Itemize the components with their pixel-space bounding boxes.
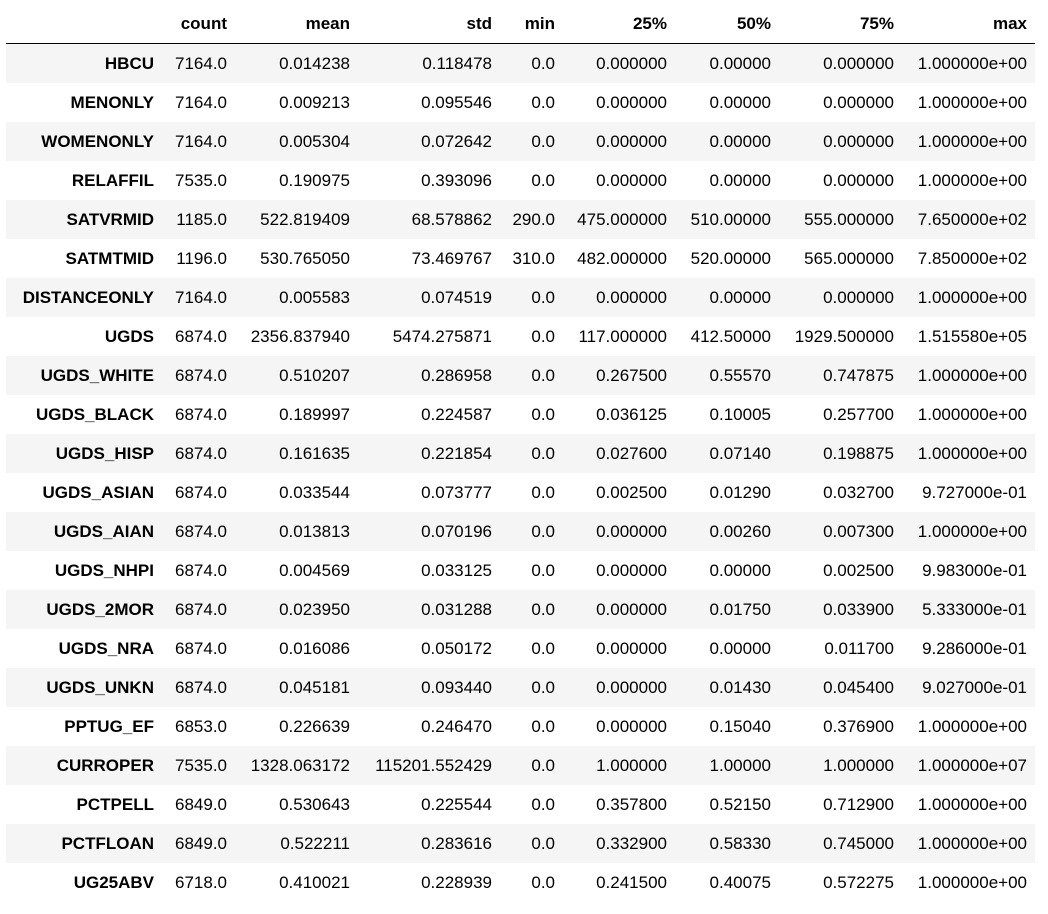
column-header-index <box>6 4 162 44</box>
cell-q50: 0.40075 <box>709 872 771 892</box>
cell-q75: 0.002500 <box>823 560 894 580</box>
cell-max: 1.000000e+00 <box>917 716 1027 736</box>
row-label: UGDS_AIAN <box>53 521 154 541</box>
cell-mean: 0.013813 <box>279 521 350 541</box>
cell-q50: 0.01750 <box>709 599 771 619</box>
cell-std: 115201.552429 <box>375 755 492 775</box>
cell-std: 5474.275871 <box>392 326 492 346</box>
row-label: SATMTMID <box>65 248 154 268</box>
cell-min: 310.0 <box>512 248 555 268</box>
cell-max: 9.983000e-01 <box>922 560 1027 580</box>
table-row <box>6 161 1035 200</box>
row-label: DISTANCEONLY <box>22 287 154 307</box>
row-label: PPTUG_EF <box>64 716 154 736</box>
cell-q25: 0.000000 <box>596 638 667 658</box>
cell-std: 0.228939 <box>421 872 492 892</box>
cell-q50: 0.00260 <box>709 521 771 541</box>
cell-count: 6849.0 <box>175 833 227 853</box>
cell-count: 1196.0 <box>176 248 227 268</box>
cell-min: 0.0 <box>531 794 555 814</box>
cell-q75: 1929.500000 <box>794 326 894 346</box>
cell-q25: 0.027600 <box>596 443 667 463</box>
row-label: UGDS <box>104 326 154 346</box>
cell-q75: 0.572275 <box>823 872 894 892</box>
table-row <box>6 395 1035 434</box>
cell-max: 1.515580e+05 <box>917 326 1027 346</box>
cell-q50: 0.01290 <box>709 482 771 502</box>
row-label: CURROPER <box>56 755 154 775</box>
column-header-min: min <box>500 4 563 44</box>
cell-max: 7.650000e+02 <box>917 209 1027 229</box>
cell-mean: 0.045181 <box>279 677 350 697</box>
cell-q25: 0.000000 <box>596 131 667 151</box>
row-label: UGDS_NHPI <box>54 560 154 580</box>
cell-q25: 482.000000 <box>577 248 667 268</box>
cell-max: 1.000000e+00 <box>917 443 1027 463</box>
row-label: UGDS_BLACK <box>35 404 154 424</box>
cell-max: 1.000000e+00 <box>917 92 1027 112</box>
header-row <box>6 4 1035 44</box>
cell-count: 6874.0 <box>175 326 227 346</box>
cell-count: 6874.0 <box>175 677 227 697</box>
cell-q75: 0.000000 <box>823 92 894 112</box>
cell-q75: 0.000000 <box>823 53 894 73</box>
cell-min: 0.0 <box>531 53 555 73</box>
column-header-std: std <box>358 4 500 44</box>
cell-min: 0.0 <box>531 716 555 736</box>
table-row <box>6 356 1035 395</box>
cell-q25: 0.002500 <box>596 482 667 502</box>
cell-std: 0.031288 <box>421 599 492 619</box>
row-label: UGDS_WHITE <box>40 365 154 385</box>
cell-q75: 555.000000 <box>804 209 894 229</box>
cell-mean: 0.004569 <box>279 560 350 580</box>
cell-mean: 0.009213 <box>279 92 350 112</box>
cell-min: 0.0 <box>531 599 555 619</box>
table-body <box>6 44 1035 903</box>
column-header-q25: 25% <box>563 4 675 44</box>
row-label: SATVRMID <box>66 209 154 229</box>
column-header-max: max <box>902 4 1035 44</box>
row-label: UGDS_HISP <box>55 443 154 463</box>
cell-q75: 0.000000 <box>823 170 894 190</box>
cell-q50: 0.58330 <box>709 833 771 853</box>
cell-max: 1.000000e+00 <box>917 521 1027 541</box>
cell-q50: 0.00000 <box>709 131 771 151</box>
table-row <box>6 278 1035 317</box>
cell-q75: 1.000000 <box>823 755 894 775</box>
cell-count: 6718.0 <box>175 872 227 892</box>
cell-max: 1.000000e+00 <box>917 833 1027 853</box>
cell-q50: 0.01430 <box>709 677 771 697</box>
cell-q50: 0.52150 <box>709 794 771 814</box>
cell-max: 5.333000e-01 <box>922 599 1027 619</box>
table-row <box>6 83 1035 122</box>
cell-mean: 2356.837940 <box>250 326 350 346</box>
table-row <box>6 863 1035 902</box>
cell-q50: 0.15040 <box>709 716 771 736</box>
cell-min: 0.0 <box>531 170 555 190</box>
cell-min: 0.0 <box>531 443 555 463</box>
cell-count: 6849.0 <box>175 794 227 814</box>
cell-count: 7164.0 <box>175 53 227 73</box>
cell-std: 0.283616 <box>421 833 492 853</box>
cell-q75: 0.000000 <box>823 131 894 151</box>
row-label: HBCU <box>104 53 154 73</box>
cell-max: 1.000000e+00 <box>917 131 1027 151</box>
cell-std: 0.286958 <box>421 365 492 385</box>
table-row <box>6 746 1035 785</box>
cell-min: 0.0 <box>531 404 555 424</box>
cell-q25: 117.000000 <box>578 326 667 346</box>
cell-min: 0.0 <box>531 638 555 658</box>
cell-q75: 0.007300 <box>823 521 894 541</box>
cell-std: 0.074519 <box>421 287 492 307</box>
cell-max: 9.727000e-01 <box>922 482 1027 502</box>
cell-mean: 0.410021 <box>279 872 350 892</box>
cell-count: 6874.0 <box>175 560 227 580</box>
row-label: UG25ABV <box>73 872 154 892</box>
cell-count: 6853.0 <box>175 716 227 736</box>
cell-q50: 1.00000 <box>709 755 771 775</box>
cell-min: 0.0 <box>531 872 555 892</box>
column-header-count: count <box>162 4 235 44</box>
cell-q25: 0.000000 <box>596 599 667 619</box>
cell-q75: 565.000000 <box>804 248 894 268</box>
cell-mean: 0.005583 <box>279 287 350 307</box>
cell-q25: 1.000000 <box>596 755 667 775</box>
describe-table <box>6 4 1035 902</box>
table-row <box>6 785 1035 824</box>
cell-min: 0.0 <box>531 92 555 112</box>
cell-q50: 520.00000 <box>690 248 771 268</box>
cell-std: 68.578862 <box>411 209 492 229</box>
cell-mean: 522.819409 <box>260 209 350 229</box>
cell-std: 0.118478 <box>422 53 492 73</box>
cell-mean: 0.005304 <box>279 131 350 151</box>
cell-min: 0.0 <box>531 560 555 580</box>
cell-q25: 0.267500 <box>596 365 667 385</box>
column-header-q75: 75% <box>779 4 902 44</box>
cell-q25: 0.000000 <box>596 170 667 190</box>
cell-min: 0.0 <box>531 131 555 151</box>
cell-min: 0.0 <box>531 755 555 775</box>
cell-std: 0.093440 <box>421 677 492 697</box>
table-row <box>6 590 1035 629</box>
column-header-q50: 50% <box>675 4 779 44</box>
cell-q25: 0.036125 <box>596 404 667 424</box>
cell-min: 0.0 <box>531 833 555 853</box>
cell-mean: 0.522211 <box>280 833 350 853</box>
cell-mean: 0.023950 <box>279 599 350 619</box>
cell-min: 0.0 <box>531 521 555 541</box>
cell-q75: 0.747875 <box>823 365 894 385</box>
cell-q75: 0.011700 <box>824 638 894 658</box>
cell-max: 1.000000e+00 <box>917 872 1027 892</box>
cell-q50: 0.00000 <box>709 638 771 658</box>
cell-count: 6874.0 <box>175 521 227 541</box>
cell-max: 1.000000e+00 <box>917 404 1027 424</box>
column-header-mean: mean <box>235 4 358 44</box>
cell-q75: 0.257700 <box>823 404 894 424</box>
table-row <box>6 317 1035 356</box>
table-row <box>6 473 1035 512</box>
table-row <box>6 668 1035 707</box>
row-label: MENONLY <box>70 92 154 112</box>
cell-q75: 0.045400 <box>823 677 894 697</box>
cell-q50: 0.00000 <box>709 287 771 307</box>
cell-std: 0.070196 <box>421 521 492 541</box>
cell-std: 0.221854 <box>421 443 492 463</box>
cell-count: 7164.0 <box>175 131 227 151</box>
cell-min: 0.0 <box>531 326 555 346</box>
cell-q25: 475.000000 <box>577 209 667 229</box>
cell-q25: 0.000000 <box>596 53 667 73</box>
cell-count: 6874.0 <box>175 638 227 658</box>
cell-std: 73.469767 <box>411 248 492 268</box>
table-row <box>6 434 1035 473</box>
cell-std: 0.225544 <box>421 794 492 814</box>
cell-q75: 0.033900 <box>823 599 894 619</box>
row-label: WOMENONLY <box>41 131 154 151</box>
cell-q75: 0.745000 <box>823 833 894 853</box>
cell-count: 6874.0 <box>175 365 227 385</box>
cell-q75: 0.712900 <box>823 794 894 814</box>
cell-q25: 0.241500 <box>596 872 667 892</box>
table-row <box>6 512 1035 551</box>
cell-q25: 0.000000 <box>596 716 667 736</box>
cell-std: 0.393096 <box>421 170 492 190</box>
row-label: UGDS_ASIAN <box>42 482 154 502</box>
cell-count: 7535.0 <box>175 755 227 775</box>
cell-q50: 0.00000 <box>709 170 771 190</box>
cell-std: 0.246470 <box>421 716 492 736</box>
cell-mean: 530.765050 <box>260 248 350 268</box>
table-row <box>6 824 1035 863</box>
table-row <box>6 629 1035 668</box>
cell-count: 6874.0 <box>175 404 227 424</box>
row-label: UGDS_UNKN <box>46 677 154 697</box>
cell-q50: 510.00000 <box>690 209 771 229</box>
cell-q50: 412.50000 <box>690 326 771 346</box>
cell-max: 1.000000e+07 <box>917 755 1027 775</box>
cell-mean: 0.510207 <box>279 365 350 385</box>
cell-mean: 0.190975 <box>279 170 350 190</box>
row-label: UGDS_NRA <box>58 638 154 658</box>
cell-std: 0.072642 <box>421 131 492 151</box>
cell-max: 9.286000e-01 <box>922 638 1027 658</box>
cell-mean: 0.014238 <box>279 53 350 73</box>
cell-min: 0.0 <box>531 482 555 502</box>
cell-q50: 0.07140 <box>709 443 771 463</box>
cell-max: 1.000000e+00 <box>917 287 1027 307</box>
cell-q25: 0.000000 <box>596 92 667 112</box>
cell-count: 6874.0 <box>175 443 227 463</box>
cell-count: 7164.0 <box>175 92 227 112</box>
table-header <box>6 4 1035 44</box>
cell-q75: 0.198875 <box>823 443 894 463</box>
cell-max: 1.000000e+00 <box>917 53 1027 73</box>
cell-q75: 0.032700 <box>823 482 894 502</box>
cell-count: 7164.0 <box>175 287 227 307</box>
table-row <box>6 44 1035 84</box>
cell-max: 1.000000e+00 <box>917 794 1027 814</box>
cell-q25: 0.000000 <box>596 560 667 580</box>
cell-q75: 0.000000 <box>823 287 894 307</box>
cell-max: 1.000000e+00 <box>917 365 1027 385</box>
cell-min: 0.0 <box>531 287 555 307</box>
cell-min: 290.0 <box>512 209 555 229</box>
cell-q25: 0.000000 <box>596 677 667 697</box>
cell-min: 0.0 <box>531 677 555 697</box>
table-row <box>6 707 1035 746</box>
cell-mean: 0.161635 <box>279 443 350 463</box>
table-row <box>6 239 1035 278</box>
cell-count: 1185.0 <box>176 209 227 229</box>
cell-mean: 0.226639 <box>279 716 350 736</box>
cell-q50: 0.55570 <box>709 365 771 385</box>
cell-q50: 0.10005 <box>709 404 771 424</box>
cell-std: 0.050172 <box>421 638 492 658</box>
cell-q25: 0.332900 <box>596 833 667 853</box>
cell-mean: 0.016086 <box>279 638 350 658</box>
cell-q50: 0.00000 <box>709 53 771 73</box>
cell-mean: 0.530643 <box>279 794 350 814</box>
cell-min: 0.0 <box>531 365 555 385</box>
cell-count: 6874.0 <box>175 599 227 619</box>
cell-max: 7.850000e+02 <box>917 248 1027 268</box>
cell-q25: 0.000000 <box>596 287 667 307</box>
row-label: PCTPELL <box>76 794 154 814</box>
cell-std: 0.224587 <box>421 404 492 424</box>
cell-max: 1.000000e+00 <box>917 170 1027 190</box>
cell-q75: 0.376900 <box>823 716 894 736</box>
row-label: RELAFFIL <box>71 170 154 190</box>
cell-mean: 0.033544 <box>279 482 350 502</box>
cell-q50: 0.00000 <box>709 92 771 112</box>
cell-count: 7535.0 <box>175 170 227 190</box>
row-label: PCTFLOAN <box>61 833 154 853</box>
table-row <box>6 551 1035 590</box>
row-label: UGDS_2MOR <box>46 599 154 619</box>
cell-std: 0.033125 <box>421 560 492 580</box>
cell-mean: 0.189997 <box>279 404 350 424</box>
cell-count: 6874.0 <box>175 482 227 502</box>
cell-max: 9.027000e-01 <box>922 677 1027 697</box>
cell-std: 0.073777 <box>421 482 492 502</box>
table-row <box>6 122 1035 161</box>
cell-q25: 0.357800 <box>596 794 667 814</box>
cell-mean: 1328.063172 <box>250 755 350 775</box>
cell-q25: 0.000000 <box>596 521 667 541</box>
cell-q50: 0.00000 <box>709 560 771 580</box>
table-row <box>6 200 1035 239</box>
cell-std: 0.095546 <box>421 92 492 112</box>
